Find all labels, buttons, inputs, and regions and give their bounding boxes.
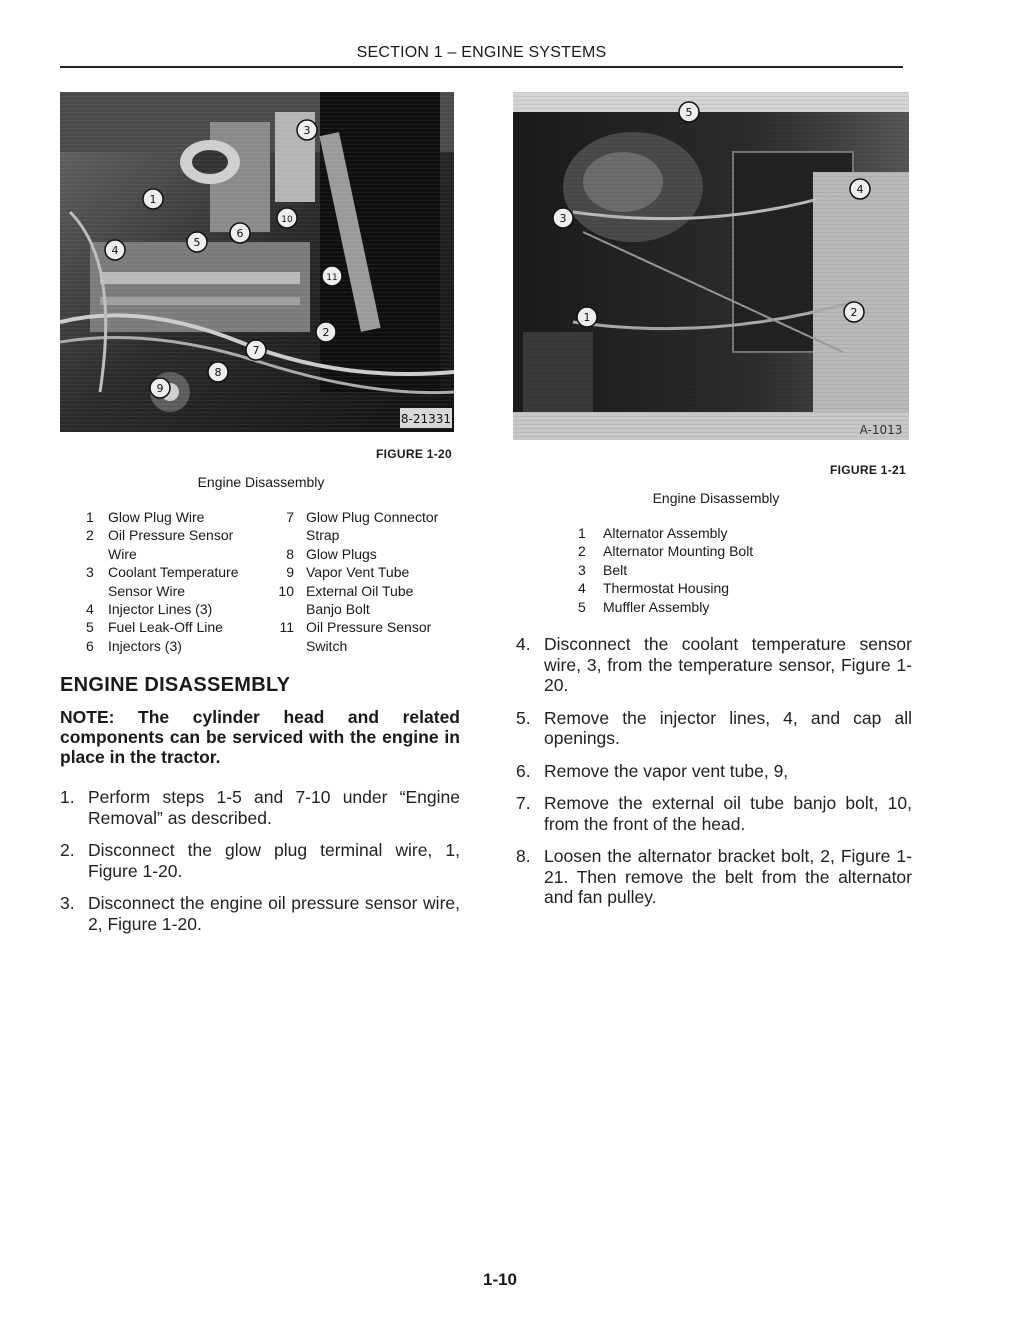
callout-2 (316, 322, 336, 342)
callout-4 (850, 179, 870, 199)
left-column (60, 674, 460, 946)
legend-item (86, 618, 266, 636)
legend-item (578, 524, 838, 542)
legend-item (274, 563, 464, 581)
legend-num: 11 (279, 619, 294, 636)
photo-code-label: 8-21331 (400, 412, 452, 426)
callout-3 (297, 120, 317, 140)
callout-2-label: 2 (850, 306, 858, 319)
legend-item-continued: Wire (108, 545, 137, 562)
legend-text: Alternator Assembly (603, 525, 728, 541)
legend-item (578, 561, 838, 579)
engine-photo-figure-1-21 (513, 92, 909, 440)
step-text: Remove the external oil tube banjo bolt, 10, from the front of the head. (544, 793, 912, 834)
legend-num: 6 (86, 637, 94, 654)
callout-5-label: 5 (193, 236, 201, 249)
callout-1 (577, 307, 597, 327)
step-number: 4. (516, 634, 531, 654)
legend-text: Belt (603, 561, 628, 578)
legend-num: 1 (86, 509, 94, 525)
callout-2 (844, 302, 864, 322)
section-heading: ENGINE DISASSEMBLY (60, 674, 291, 696)
step-number: 3. (60, 893, 75, 913)
legend-text: Oil Pressure Sensor (306, 619, 432, 636)
callout-10 (277, 208, 297, 228)
callout-11-label: 11 (326, 273, 338, 283)
legend-item (274, 618, 464, 636)
legend-item (86, 563, 266, 581)
legend-item-continued: Switch (306, 637, 348, 654)
callout-8-label: 8 (214, 366, 222, 379)
legend-text: Fuel Leak-Off Line (108, 619, 223, 636)
step-item (516, 634, 912, 696)
figure-1-21-legend (578, 524, 838, 616)
callout-10-label: 10 (281, 215, 293, 225)
legend-item (274, 545, 464, 563)
legend-text: Injectors (3) (108, 637, 182, 654)
step-item (60, 893, 460, 934)
page-number: 1-10 (482, 1270, 518, 1289)
header-rule (60, 66, 903, 68)
legend-num: 10 (278, 582, 294, 599)
step-item (60, 840, 460, 881)
legend-text: Alternator Mounting Bolt (603, 543, 754, 560)
legend-num: 3 (578, 561, 586, 578)
legend-num: 5 (578, 598, 586, 615)
step-number: 7. (516, 793, 531, 813)
engine-photo-illustration (60, 92, 454, 432)
step-item (516, 761, 912, 782)
callout-3-label: 3 (303, 124, 311, 137)
step-text: Disconnect the glow plug terminal wire, 1, Figure 1-20. (88, 840, 460, 881)
callout-5 (187, 232, 207, 252)
legend-item (578, 542, 838, 560)
legend-num: 3 (86, 564, 94, 581)
step-number: 5. (516, 707, 531, 728)
legend-text: Vapor Vent Tube (306, 564, 410, 581)
step-item (60, 787, 460, 828)
photo-code-label: A-1013 (859, 423, 903, 437)
step-text: Disconnect the coolant temperature sensor wire, 3, from the temperature sensor, Figure 1-20. (544, 634, 912, 695)
callout-4 (105, 240, 125, 260)
legend-text: Muffler Assembly (603, 598, 710, 615)
legend-text: Oil Pressure Sensor (108, 527, 234, 544)
step-item (516, 846, 912, 908)
figure-1-20-legend-right (274, 508, 464, 655)
step-item (516, 793, 912, 834)
legend-item (86, 526, 266, 544)
callout-5-label: 5 (685, 106, 693, 119)
legend-text: Glow Plug Wire (108, 509, 205, 525)
legend-text: Thermostat Housing (603, 580, 730, 597)
section-header: SECTION 1 – ENGINE SYSTEMS (356, 44, 607, 61)
steps-list-left (60, 787, 460, 934)
callout-7 (246, 340, 266, 360)
legend-item (86, 600, 266, 618)
callout-3 (553, 208, 573, 228)
callout-1-label: 1 (583, 311, 591, 324)
engine-photo-figure-1-20 (60, 92, 454, 432)
step-number: 2. (60, 840, 75, 860)
step-text: Perform steps 1-5 and 7-10 under “Engine Removal” as described. (88, 787, 460, 828)
callout-5 (679, 102, 699, 122)
legend-num: 2 (578, 543, 586, 560)
callout-4-label: 4 (111, 244, 119, 257)
callout-7-label: 7 (252, 344, 260, 357)
engine-photo-illustration (513, 92, 909, 440)
callout-1-label: 1 (149, 193, 157, 206)
callout-6-label: 6 (236, 227, 244, 240)
legend-num: 8 (286, 545, 294, 562)
step-number: 6. (516, 760, 531, 781)
figure-1-20-caption: Engine Disassembly (197, 474, 325, 490)
callout-4-label: 4 (856, 183, 864, 196)
callout-9-label: 9 (156, 382, 164, 395)
figure-1-20-label: FIGURE 1-20 (376, 447, 452, 461)
legend-item (86, 637, 266, 655)
legend-num: 9 (286, 564, 294, 581)
legend-item-continued: Sensor Wire (108, 582, 186, 599)
step-text: Loosen the alternator bracket bolt, 2, Figure 1-21. Then remove the belt from the alternator and fan pulley. (544, 846, 912, 907)
step-text: Remove the vapor vent tube, 9, (544, 760, 789, 781)
step-number: 1. (60, 787, 75, 807)
legend-num: 5 (86, 619, 94, 636)
step-text: Disconnect the engine oil pressure sensor wire, 2, Figure 1-20. (88, 893, 460, 934)
legend-num: 7 (286, 509, 294, 525)
legend-item (86, 508, 266, 526)
legend-num: 4 (86, 601, 94, 618)
callout-11 (322, 266, 342, 286)
callout-2-label: 2 (322, 326, 330, 339)
figure-1-20-legend-left (86, 508, 266, 655)
figure-1-21-caption: Engine Disassembly (652, 490, 780, 506)
legend-item (274, 508, 464, 526)
note-paragraph: NOTE: The cylinder head and related components can be serviced with the engine in place in the tractor. (60, 707, 460, 767)
legend-text: Glow Plug Connector (306, 509, 439, 525)
legend-num: 1 (578, 525, 586, 541)
steps-list-right (516, 634, 912, 920)
callout-8 (208, 362, 228, 382)
legend-item-continued: Banjo Bolt (306, 601, 370, 618)
legend-text: Injector Lines (3) (108, 601, 213, 618)
legend-item (578, 598, 838, 616)
legend-num: 4 (578, 580, 586, 597)
step-text: Remove the injector lines, 4, and cap all openings. (544, 707, 912, 748)
legend-item (578, 579, 838, 597)
legend-text: Glow Plugs (306, 545, 377, 562)
legend-num: 2 (86, 527, 94, 544)
legend-item (274, 582, 464, 600)
legend-text: External Oil Tube (306, 582, 414, 599)
callout-6 (230, 223, 250, 243)
step-number: 8. (516, 846, 531, 866)
callout-1 (143, 189, 163, 209)
callout-3-label: 3 (559, 212, 567, 225)
legend-item-continued: Strap (306, 527, 340, 544)
step-item (516, 708, 912, 749)
legend-text: Coolant Temperature (108, 564, 239, 581)
figure-1-21-label: FIGURE 1-21 (830, 463, 906, 477)
callout-9 (150, 378, 170, 398)
